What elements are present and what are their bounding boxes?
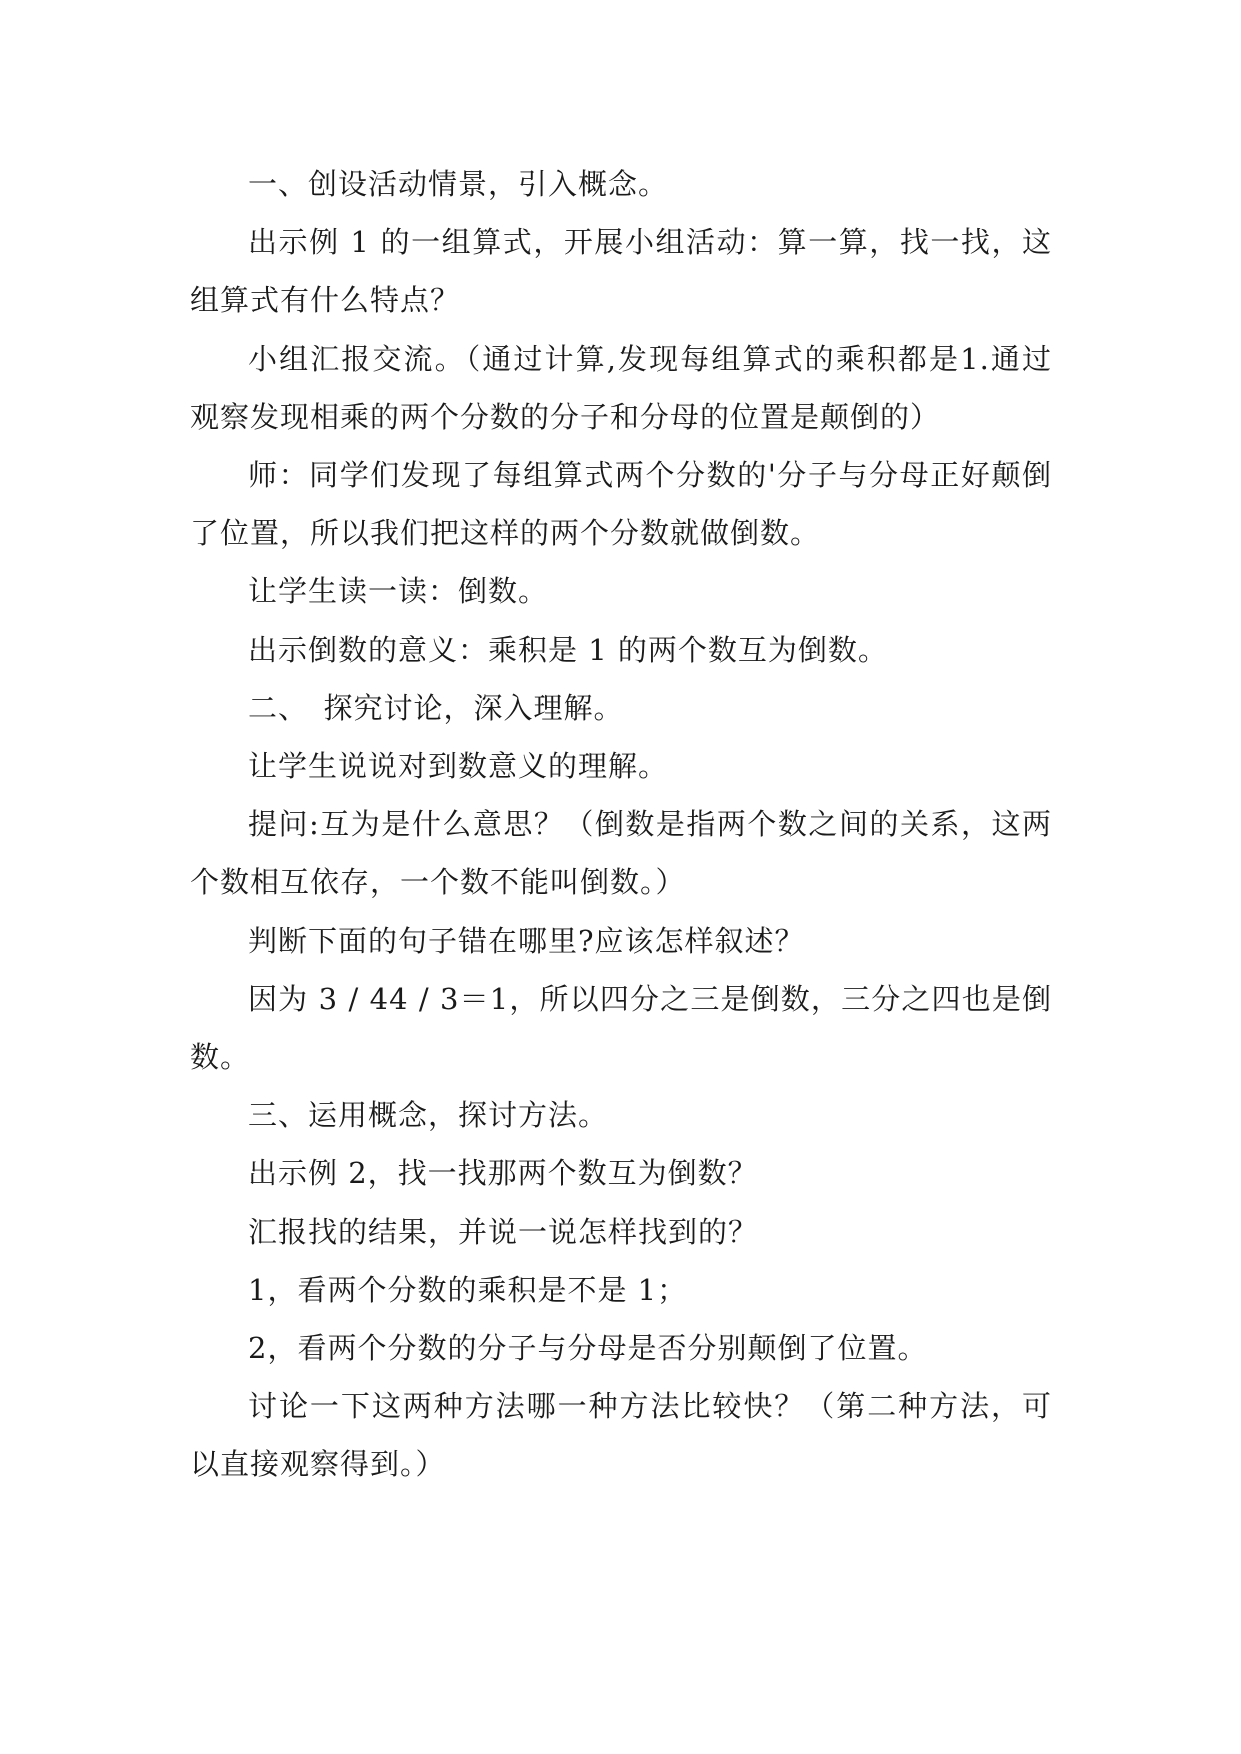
paragraph-example-statement: 因为 3 / 44 / 3＝1，所以四分之三是倒数，三分之四也是倒数。 — [190, 981, 1052, 1075]
list-item-method-2: 2，看两个分数的分子与分母是否分别颠倒了位置。 — [248, 1331, 928, 1366]
section-heading-1: 一、创设活动情景，引入概念。 — [248, 167, 669, 201]
paragraph-report-result: 汇报找的结果，并说一说怎样找到的？ — [248, 1214, 759, 1249]
list-item-method-1: 1，看两个分数的乘积是不是 1； — [248, 1272, 688, 1307]
document-body — [190, 155, 1052, 1494]
paragraph-teacher: 师：同学们发现了每组算式两个分数的'分子与分母正好颠倒了位置，所以我们把这样的两个分数就做倒数。 — [190, 458, 1052, 551]
paragraph-question: 提问:互为是什么意思？（倒数是指两个数之间的关系，这两个数相互依存，一个数不能叫倒数。） — [190, 807, 1052, 900]
paragraph-example-2: 出示例 2，找一找那两个数互为倒数？ — [248, 1156, 758, 1191]
paragraph-read-aloud: 让学生读一读：倒数。 — [248, 574, 549, 609]
paragraph-discussion: 讨论一下这两种方法哪一种方法比较快？（第二种方法，可以直接观察得到。） — [190, 1389, 1052, 1482]
paragraph-definition: 出示倒数的意义：乘积是 1 的两个数互为倒数。 — [248, 632, 888, 667]
section-heading-2: 二、 探究讨论，深入理解。 — [248, 690, 624, 725]
paragraph-example-1: 出示例 1 的一组算式，开展小组活动：算一算，找一找，这组算式有什么特点？ — [190, 225, 1052, 318]
paragraph-understanding: 让学生说说对到数意义的理解。 — [248, 749, 669, 784]
paragraph-judge: 判断下面的句子错在哪里?应该怎样叙述？ — [248, 923, 805, 958]
paragraph-group-report: 小组汇报交流。（通过计算,发现每组算式的乘积都是1.通过观察发现相乘的两个分数的分子和分母的位置是颠倒的） — [190, 341, 1052, 434]
section-heading-3: 三、运用概念，探讨方法。 — [248, 1098, 609, 1133]
